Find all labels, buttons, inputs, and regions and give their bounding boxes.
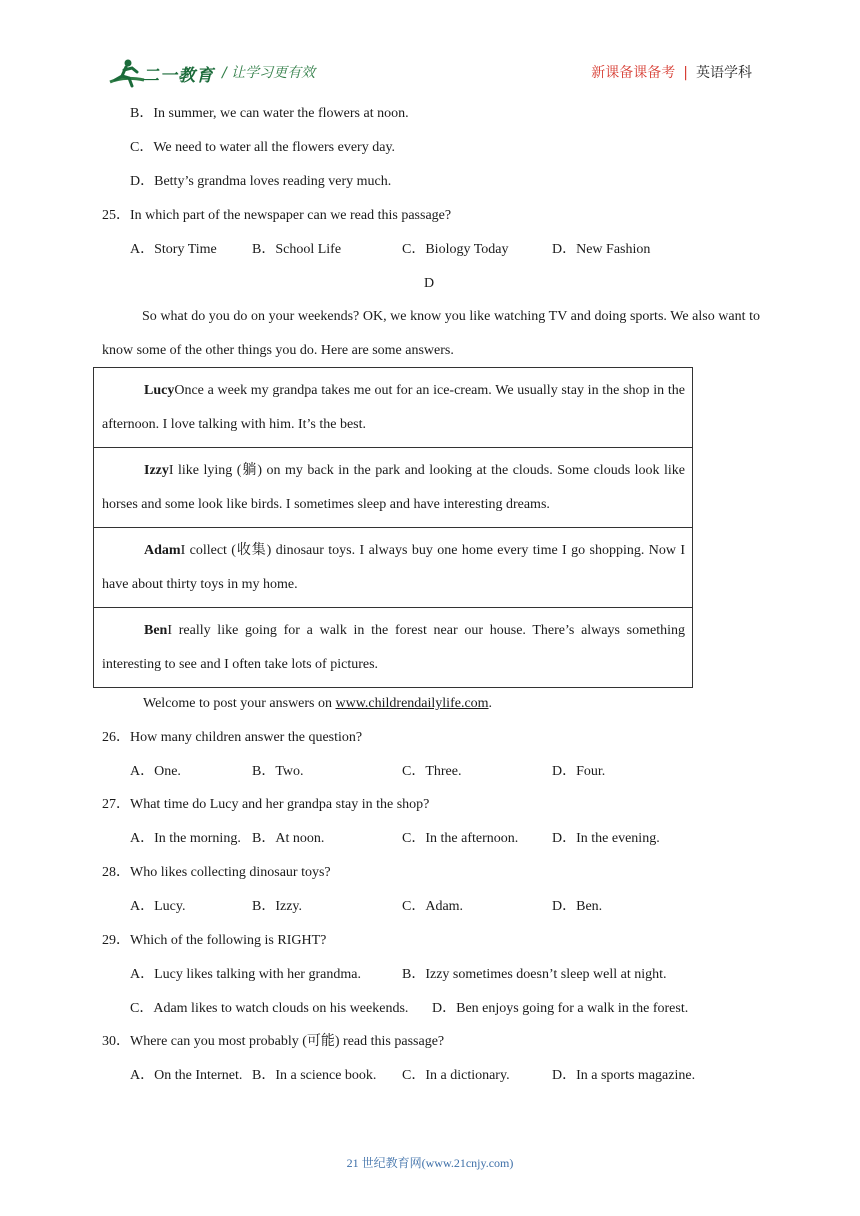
option-q24-b: B．In summer, we can water the flowers at noon. <box>130 106 409 121</box>
option-q25-d: D．New Fashion <box>552 242 651 257</box>
question-26: 26．How many children answer the question? <box>102 730 363 745</box>
response-adam <box>102 528 685 607</box>
option-q29-a: A．Lucy likes talking with her grandma. <box>130 967 361 982</box>
option-q26-a: A．One. <box>130 764 181 779</box>
logo-text: 二一教育 <box>142 66 214 86</box>
response-cell <box>94 448 693 528</box>
response-cell <box>94 528 693 608</box>
response-cell <box>94 368 693 448</box>
option-q25-b: B．School Life <box>252 242 342 257</box>
option-q25-a: A．Story Time <box>130 242 217 257</box>
footer-text: 21 世纪教育网(www.21cnjy.com) <box>346 1156 514 1170</box>
response-row <box>94 368 693 448</box>
response-text: I collect (收集) dinosaur toys. I always buy one home every time I go shopping. Now I have about thirty toys in my home. <box>102 543 685 592</box>
option-q30-c: C．In a dictionary. <box>402 1068 510 1083</box>
option-q27-c: C．In the afternoon. <box>402 831 519 846</box>
option-q28-a: A．Lucy. <box>130 899 186 914</box>
option-q29-b: B．Izzy sometimes doesn’t sleep well at night. <box>402 967 667 982</box>
option-q26-d: D．Four. <box>552 764 606 779</box>
slogan: / 让学习更有效 <box>222 65 316 81</box>
response-ben <box>102 608 685 687</box>
header-subject: 英语学科 <box>696 65 752 81</box>
intro-paragraph: So what do you do on your weekends? OK, we know you like watching TV and doing sports. We also want to know some of the other things you do. Here are some answers. <box>102 309 760 358</box>
question-30: 30．Where can you most probably (可能) read this passage? <box>102 1034 445 1049</box>
response-text: Once a week my grandpa takes me out for an ice-cream. We usually stay in the shop in the afternoon. I love talking with him. It’s the best. <box>102 383 685 432</box>
response-name: Izzy <box>144 463 169 478</box>
response-name: Ben <box>144 623 168 638</box>
response-name: Adam <box>144 543 181 558</box>
option-q24-c: C．We need to water all the flowers every day. <box>130 140 396 155</box>
option-q26-c: C．Three. <box>402 764 462 779</box>
option-q27-b: B．At noon. <box>252 831 325 846</box>
slogan-text: 让学习更有效 <box>231 65 316 81</box>
website-link[interactable]: www.childrendailylife.com <box>335 696 489 711</box>
option-q28-c: C．Adam. <box>402 899 464 914</box>
response-text: I like lying (躺) on my back in the park and looking at the clouds. Some clouds look like horses and some look like birds. I sometimes sleep and have interesting dreams. <box>102 463 685 512</box>
option-q29-d: D．Ben enjoys going for a walk in the forest. <box>432 1001 689 1016</box>
response-row <box>94 528 693 608</box>
question-27: 27．What time do Lucy and her grandpa stay in the shop? <box>102 797 430 812</box>
response-izzy <box>102 448 685 527</box>
option-q30-a: A．On the Internet. <box>130 1068 243 1083</box>
option-q30-d: D．In a sports magazine. <box>552 1068 696 1083</box>
option-q26-b: B．Two. <box>252 764 304 779</box>
question-28: 28．Who likes collecting dinosaur toys? <box>102 865 331 880</box>
option-q25-c: C．Biology Today <box>402 242 509 257</box>
response-text: I really like going for a walk in the forest near our house. There’s always something interesting to see and I often take lots of pictures. <box>102 623 685 672</box>
header-right <box>591 62 752 82</box>
option-q28-d: D．Ben. <box>552 899 603 914</box>
response-row <box>94 608 693 688</box>
response-name: Lucy <box>144 383 175 398</box>
section-label: D <box>424 276 435 291</box>
response-cell <box>94 608 693 688</box>
option-q28-b: B．Izzy. <box>252 899 303 914</box>
question-29: 29．Which of the following is RIGHT? <box>102 933 327 948</box>
welcome-line <box>143 695 492 713</box>
option-q27-a: A．In the morning. <box>130 831 241 846</box>
option-q27-d: D．In the evening. <box>552 831 660 846</box>
welcome-prefix: Welcome to post your answers on <box>143 696 336 711</box>
option-q24-d: D．Betty’s grandma loves reading very much. <box>130 174 392 189</box>
header-label: 新课备课备考 <box>591 65 676 81</box>
option-q29-c: C．Adam likes to watch clouds on his weekends. <box>130 1001 409 1016</box>
responses-table <box>93 367 693 688</box>
question-25: 25．In which part of the newspaper can we read this passage? <box>102 208 452 223</box>
option-q30-b: B．In a science book. <box>252 1068 377 1083</box>
header-separator: | <box>683 65 688 81</box>
response-lucy <box>102 368 685 447</box>
welcome-suffix: . <box>488 696 493 711</box>
response-row <box>94 448 693 528</box>
